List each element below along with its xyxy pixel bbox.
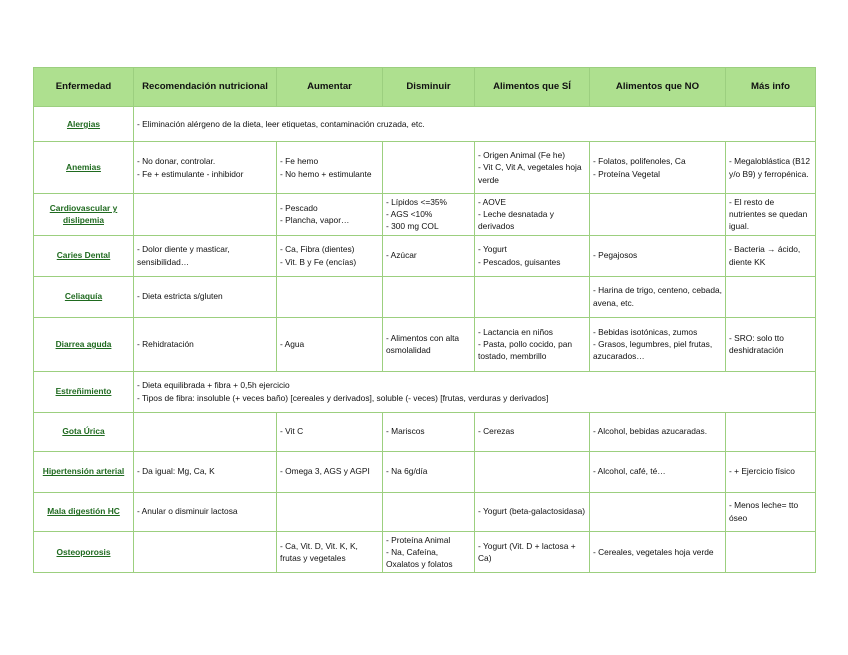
- cell-alimentos-no: [590, 531, 726, 573]
- cell-line: - No donar, controlar.: [137, 156, 216, 167]
- header-alimentos-si: Alimentos que SÍ: [475, 68, 590, 107]
- cell-line: - Alimentos con alta osmolalidad: [386, 332, 460, 356]
- cell-line: - Pescado: [280, 203, 318, 214]
- cell-recomendacion: [134, 194, 277, 236]
- table-row: [34, 317, 816, 371]
- cell-disminuir: [383, 531, 475, 573]
- cell-disminuir: [383, 194, 475, 236]
- cell-line: - Vit. B y Fe (encías): [280, 256, 357, 267]
- cell-line: - Agua: [280, 338, 305, 349]
- cell-line: - Alcohol, café, té…: [593, 466, 666, 477]
- cell-line: - Yogurt: [478, 244, 507, 255]
- header-row: [34, 68, 816, 107]
- cell-line: - Rehidratación: [137, 338, 194, 349]
- cell-recomendacion: [134, 235, 277, 276]
- cell-alimentos-si: [475, 412, 590, 451]
- cell-mas-info: [726, 492, 816, 531]
- cell-line: - Yogurt (beta-galactosidasa): [478, 506, 586, 517]
- table-row: [34, 107, 816, 142]
- table-body: [34, 107, 816, 573]
- header-recomendacion: Recomendación nutricional: [134, 68, 277, 107]
- cell-line: - Dieta equilibrada + fibra + 0,5h ejercicio: [137, 380, 290, 391]
- cell-line: - Da igual: Mg, Ca, K: [137, 466, 215, 477]
- cell-disminuir: [383, 492, 475, 531]
- cell-alimentos-no: [590, 492, 726, 531]
- cell-line: - Anular o disminuir lactosa: [137, 506, 238, 517]
- cell-alimentos-si: [475, 276, 590, 317]
- cell-alimentos-si: [475, 492, 590, 531]
- cell-line: - Cerezas: [478, 426, 515, 437]
- cell-line: - Bacteria → ácido, diente KK: [729, 244, 801, 267]
- cell-line: - Vit C, Vit A, vegetales hoja verde: [478, 162, 582, 185]
- cell-line: - Proteína Vegetal: [593, 168, 661, 179]
- cell-alimentos-no: [590, 451, 726, 492]
- table-row: [34, 371, 816, 412]
- cell-line: - Ca, Fibra (dientes): [280, 244, 355, 255]
- cell-line: - Eliminación alérgeno de la dieta, leer etiquetas, contaminación cruzada, etc.: [137, 118, 425, 129]
- header-alimentos-no: Alimentos que NO: [590, 68, 726, 107]
- header-disminuir: Disminuir: [383, 68, 475, 107]
- cell-line: - Pescados, guisantes: [478, 256, 561, 267]
- cell-disminuir: [383, 276, 475, 317]
- cell-recomendacion: [134, 531, 277, 573]
- cell-alimentos-si: [475, 235, 590, 276]
- table-row: [34, 194, 816, 236]
- cell-line: - SRO: solo tto deshidratación: [729, 332, 784, 356]
- cell-line: - Proteína Animal: [386, 534, 451, 545]
- cell-line: - Omega 3, AGS y AGPI: [280, 466, 370, 477]
- disease-name: Hipertensión arterial: [34, 451, 134, 492]
- cell-line: - Pasta, pollo cocido, pan tostado, membrillo: [478, 338, 573, 362]
- cell-alimentos-si: [475, 451, 590, 492]
- cell-aumentar: [277, 194, 383, 236]
- disease-name: Celiaquía: [34, 276, 134, 317]
- cell-line: - Harina de trigo, centeno, cebada, avena, etc.: [593, 285, 722, 308]
- cell-alimentos-si: [475, 531, 590, 573]
- cell-line: - Grasos, legumbres, piel frutas, azucarados…: [593, 338, 713, 362]
- cell-mas-info: [726, 194, 816, 236]
- cell-alimentos-no: [590, 276, 726, 317]
- cell-line: - Alcohol, bebidas azucaradas.: [593, 426, 708, 437]
- cell-alimentos-no: [590, 317, 726, 371]
- cell-mas-info: [726, 412, 816, 451]
- cell-disminuir: [383, 317, 475, 371]
- cell-aumentar: [277, 531, 383, 573]
- cell-line: - Menos leche= tto óseo: [729, 500, 799, 523]
- cell-mas-info: [726, 451, 816, 492]
- cell-disminuir: [383, 235, 475, 276]
- cell-line: - Yogurt (Vit. D + lactosa + Ca): [478, 540, 576, 563]
- cell-line: - Pegajosos: [593, 250, 638, 261]
- disease-name: Alergias: [34, 107, 134, 142]
- cell-line: - + Ejercicio físico: [729, 466, 795, 477]
- cell-alimentos-si: [475, 317, 590, 371]
- cell-line: - Mariscos: [386, 426, 425, 437]
- cell-mas-info: [726, 235, 816, 276]
- cell-alimentos-no: [590, 412, 726, 451]
- cell-line: - Bebidas isotónicas, zumos: [593, 326, 698, 337]
- cell-alimentos-si: [475, 142, 590, 194]
- cell-line: - Lípidos <=35%: [386, 197, 447, 207]
- cell-recomendacion: [134, 492, 277, 531]
- cell-alimentos-no: [590, 142, 726, 194]
- disease-name: Anemias: [34, 142, 134, 194]
- header-mas-info: Más info: [726, 68, 816, 107]
- table-row: [34, 451, 816, 492]
- cell-line: - Fe + estimulante - inhibidor: [137, 168, 244, 179]
- cell-line: - 300 mg COL: [386, 221, 439, 232]
- cell-line: - Na 6g/día: [386, 466, 428, 477]
- cell-mas-info: [726, 142, 816, 194]
- cell-aumentar: [277, 412, 383, 451]
- cell-line: - El resto de nutrientes se quedan igual.: [729, 197, 808, 232]
- cell-mas-info: [726, 531, 816, 573]
- cell-mas-info: [726, 276, 816, 317]
- table-row: [34, 412, 816, 451]
- cell-recomendacion: [134, 317, 277, 371]
- cell-alimentos-no: [590, 194, 726, 236]
- table-row: [34, 235, 816, 276]
- disease-name: Mala digestión HC: [34, 492, 134, 531]
- disease-name: Diarrea aguda: [34, 317, 134, 371]
- cell-line: - Ca, Vit. D, Vit. K, K, frutas y vegetales: [280, 540, 358, 563]
- cell-aumentar: [277, 276, 383, 317]
- cell-line: - Megaloblástica (B12 y/o B9) y ferropénica.: [729, 156, 810, 179]
- cell-line: - Azúcar: [386, 250, 417, 261]
- cell-line: - Dieta estricta s/gluten: [137, 291, 223, 302]
- cell-aumentar: [277, 142, 383, 194]
- table-row: [34, 142, 816, 194]
- header-enfermedad: Enfermedad: [34, 68, 134, 107]
- cell-line: - AGS <10%: [386, 209, 433, 220]
- cell-aumentar: [277, 492, 383, 531]
- disease-name: Osteoporosis: [34, 531, 134, 573]
- cell-recomendacion-merged: [134, 371, 816, 412]
- cell-aumentar: [277, 317, 383, 371]
- cell-line: - Lactancia en niños: [478, 326, 553, 337]
- nutrition-table: [33, 67, 816, 573]
- cell-recomendacion: [134, 276, 277, 317]
- disease-name: Caries Dental: [34, 235, 134, 276]
- cell-alimentos-no: [590, 235, 726, 276]
- cell-mas-info: [726, 317, 816, 371]
- header-aumentar: Aumentar: [277, 68, 383, 107]
- cell-line: - Vit C: [280, 426, 304, 437]
- cell-recomendacion: [134, 451, 277, 492]
- disease-name: Estreñimiento: [34, 371, 134, 412]
- cell-disminuir: [383, 451, 475, 492]
- cell-line: - Tipos de fibra: insoluble (+ veces baño) [cereales y derivados], soluble (- veces) [frutas, verduras y derivados]: [137, 392, 549, 403]
- table-row: [34, 276, 816, 317]
- cell-line: - Folatos, polifenoles, Ca: [593, 156, 686, 167]
- cell-alimentos-si: [475, 194, 590, 236]
- cell-line: - No hemo + estimulante: [280, 168, 372, 179]
- cell-line: - Plancha, vapor…: [280, 215, 350, 226]
- table-row: [34, 492, 816, 531]
- disease-name: Gota Úrica: [34, 412, 134, 451]
- cell-line: - Dolor diente y masticar, sensibilidad…: [137, 244, 230, 267]
- cell-line: - Cereales, vegetales hoja verde: [593, 546, 714, 557]
- cell-line: - Leche desnatada y derivados: [478, 209, 554, 232]
- cell-disminuir: [383, 142, 475, 194]
- cell-line: - Na, Cafeína, Oxalatos y folatos: [386, 546, 453, 569]
- cell-aumentar: [277, 235, 383, 276]
- cell-aumentar: [277, 451, 383, 492]
- cell-disminuir: [383, 412, 475, 451]
- cell-line: - AOVE: [478, 197, 506, 207]
- cell-recomendacion: [134, 412, 277, 451]
- cell-recomendacion: [134, 142, 277, 194]
- cell-line: - Fe hemo: [280, 156, 319, 167]
- cell-line: - Origen Animal (Fe he): [478, 150, 566, 161]
- disease-name: Cardiovascular y dislipemia: [34, 194, 134, 236]
- cell-recomendacion-merged: [134, 107, 816, 142]
- table-row: [34, 531, 816, 573]
